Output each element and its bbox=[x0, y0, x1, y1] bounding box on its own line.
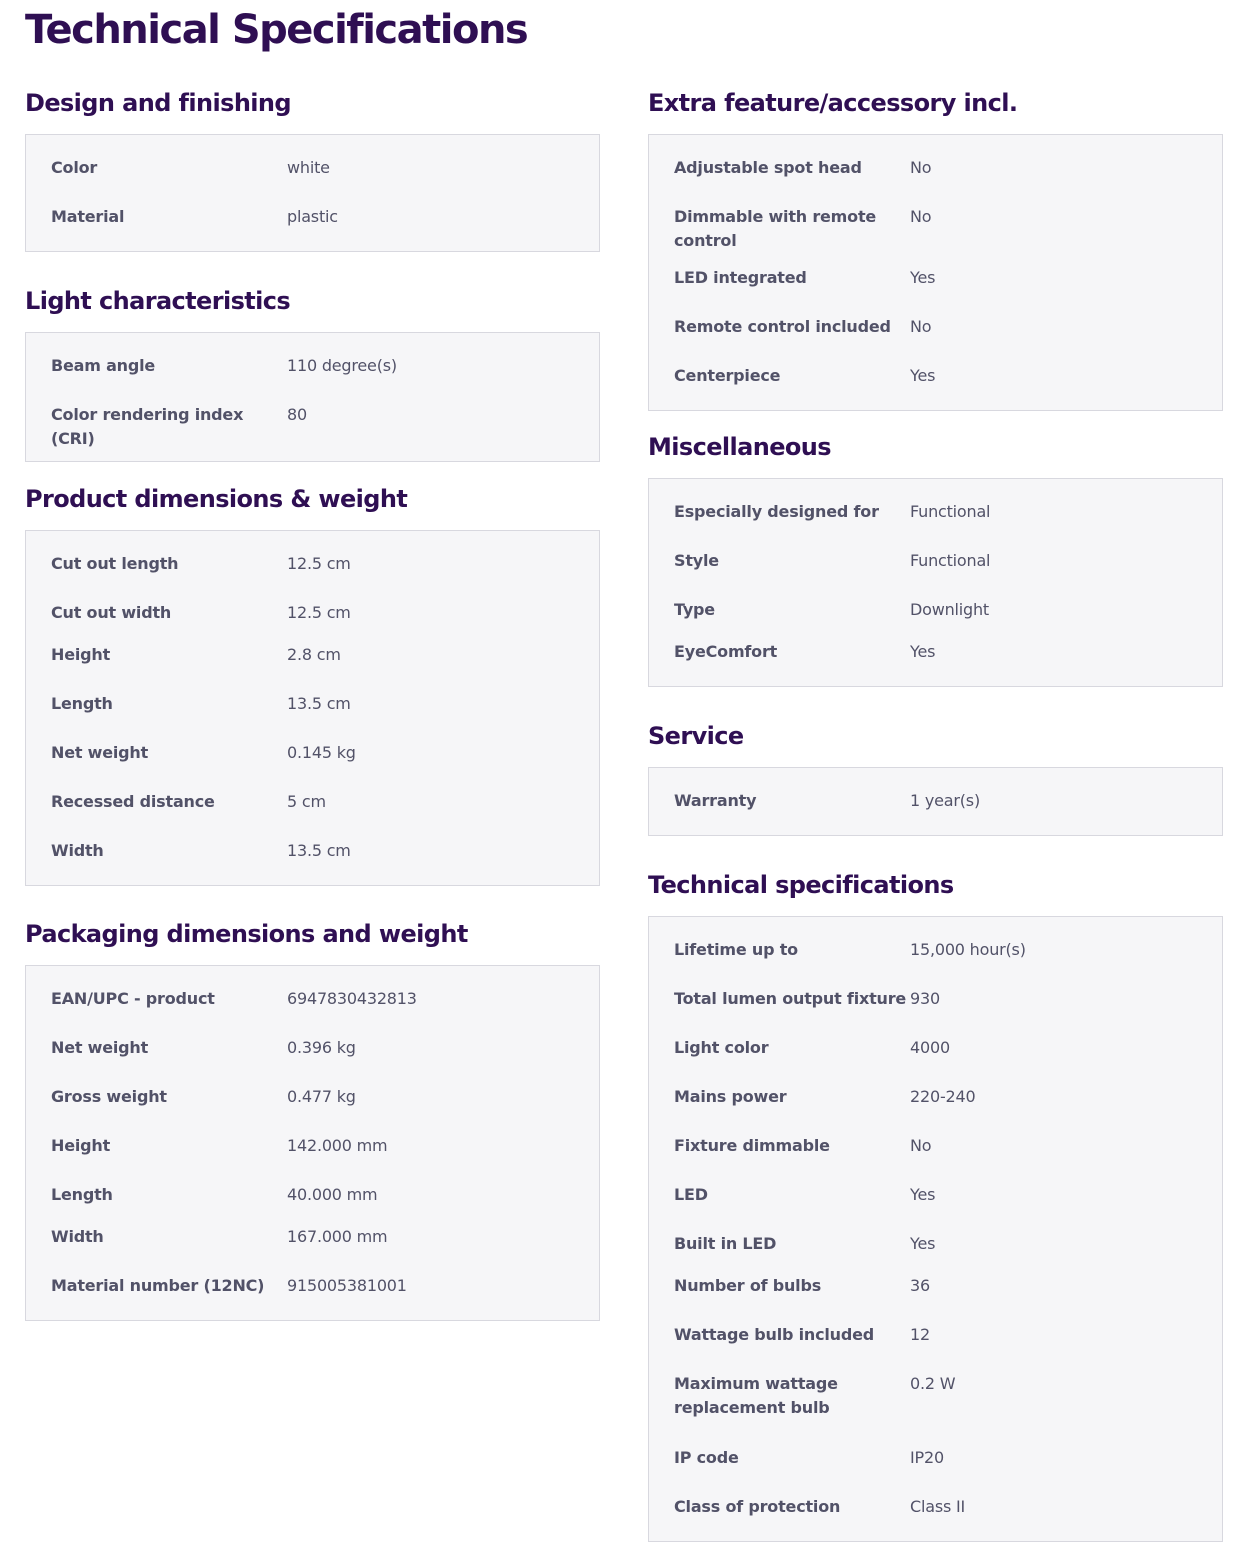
spec-row bbox=[649, 351, 1222, 400]
spec-row bbox=[26, 1212, 599, 1261]
spec-label: Width bbox=[51, 1227, 104, 1246]
spec-row bbox=[649, 925, 1222, 974]
spec-value: 930 bbox=[910, 989, 940, 1008]
miscellaneous-section bbox=[648, 430, 1223, 687]
technical-specifications-section bbox=[648, 868, 1223, 1542]
spec-box bbox=[648, 134, 1223, 411]
spec-value: No bbox=[910, 317, 932, 336]
spec-row bbox=[26, 143, 599, 192]
spec-label: Dimmable with remote control bbox=[674, 207, 877, 250]
spec-row bbox=[26, 777, 599, 826]
spec-value: 40.000 mm bbox=[287, 1185, 378, 1204]
spec-value: Class II bbox=[910, 1497, 966, 1516]
spec-row bbox=[26, 826, 599, 875]
service-section bbox=[648, 719, 1223, 836]
light-section bbox=[25, 284, 600, 462]
spec-value: No bbox=[910, 158, 932, 177]
spec-row bbox=[26, 728, 599, 777]
spec-label: Style bbox=[674, 551, 719, 570]
spec-value: 0.145 kg bbox=[287, 743, 356, 762]
spec-label: Warranty bbox=[674, 791, 757, 810]
section-title: Miscellaneous bbox=[648, 433, 831, 461]
spec-box bbox=[648, 916, 1223, 1542]
spec-row bbox=[649, 143, 1222, 192]
spec-row bbox=[26, 1121, 599, 1170]
spec-row bbox=[649, 1219, 1222, 1261]
spec-label: Length bbox=[51, 1185, 113, 1204]
spec-label: Centerpiece bbox=[674, 366, 781, 385]
spec-row bbox=[26, 341, 599, 390]
spec-row bbox=[649, 974, 1222, 1023]
spec-value: No bbox=[910, 207, 932, 226]
spec-label: Class of protection bbox=[674, 1497, 841, 1516]
spec-value: IP20 bbox=[910, 1448, 944, 1467]
spec-row bbox=[26, 588, 599, 630]
spec-value: plastic bbox=[287, 207, 338, 226]
spec-label: Wattage bulb included bbox=[674, 1325, 874, 1344]
spec-value: 0.2 W bbox=[910, 1374, 956, 1393]
spec-row bbox=[649, 192, 1222, 253]
spec-value: No bbox=[910, 1136, 932, 1155]
spec-label: Remote control included bbox=[674, 317, 891, 336]
spec-label: Height bbox=[51, 1136, 111, 1155]
spec-label: Net weight bbox=[51, 1038, 149, 1057]
spec-value: 5 cm bbox=[287, 792, 326, 811]
spec-row bbox=[26, 1170, 599, 1212]
spec-label: Width bbox=[51, 841, 104, 860]
spec-row bbox=[649, 1121, 1222, 1170]
spec-value: 12 bbox=[910, 1325, 930, 1344]
section-title: Extra feature/accessory incl. bbox=[648, 89, 1018, 117]
spec-row bbox=[649, 776, 1222, 825]
section-title: Light characteristics bbox=[25, 287, 291, 315]
spec-value: 915005381001 bbox=[287, 1276, 407, 1295]
spec-row bbox=[649, 585, 1222, 627]
spec-row bbox=[26, 1072, 599, 1121]
spec-label: Gross weight bbox=[51, 1087, 167, 1106]
spec-value: 0.477 kg bbox=[287, 1087, 356, 1106]
spec-label: Total lumen output fixture bbox=[674, 989, 907, 1008]
spec-value: Functional bbox=[910, 502, 991, 521]
spec-row bbox=[649, 1310, 1222, 1359]
spec-label: Height bbox=[51, 645, 111, 664]
spec-row bbox=[649, 627, 1222, 676]
extra-feature-section bbox=[648, 86, 1223, 411]
spec-value: Yes bbox=[910, 366, 936, 385]
spec-value: 2.8 cm bbox=[287, 645, 341, 664]
spec-row bbox=[26, 974, 599, 1023]
spec-value: 110 degree(s) bbox=[287, 356, 397, 375]
spec-value: 4000 bbox=[910, 1038, 950, 1057]
spec-box bbox=[25, 134, 600, 252]
spec-row bbox=[649, 536, 1222, 585]
spec-value: 167.000 mm bbox=[287, 1227, 388, 1246]
spec-label: Color bbox=[51, 158, 98, 177]
spec-value: Yes bbox=[910, 642, 936, 661]
spec-label: Fixture dimmable bbox=[674, 1136, 830, 1155]
spec-label: Type bbox=[674, 600, 715, 619]
section-title: Design and finishing bbox=[25, 89, 291, 117]
spec-value: 13.5 cm bbox=[287, 841, 351, 860]
spec-box bbox=[25, 530, 600, 886]
spec-label: Cut out width bbox=[51, 603, 172, 622]
spec-row bbox=[26, 679, 599, 728]
spec-label: Adjustable spot head bbox=[674, 158, 862, 177]
spec-row bbox=[26, 630, 599, 679]
spec-value: 13.5 cm bbox=[287, 694, 351, 713]
spec-row bbox=[26, 1023, 599, 1072]
spec-label: Light color bbox=[674, 1038, 769, 1057]
spec-label: Beam angle bbox=[51, 356, 156, 375]
spec-value: 12.5 cm bbox=[287, 554, 351, 573]
spec-label: Especially designed for bbox=[674, 502, 879, 521]
spec-label: Recessed distance bbox=[51, 792, 215, 811]
design-section bbox=[25, 86, 600, 252]
spec-value: 12.5 cm bbox=[287, 603, 351, 622]
spec-box bbox=[25, 965, 600, 1321]
spec-label: Mains power bbox=[674, 1087, 787, 1106]
spec-label: Number of bulbs bbox=[674, 1276, 822, 1295]
spec-label: Color rendering index (CRI) bbox=[51, 405, 244, 448]
spec-label: EyeComfort bbox=[674, 642, 778, 661]
spec-row bbox=[26, 1261, 599, 1310]
section-title: Product dimensions & weight bbox=[25, 485, 408, 513]
section-title: Service bbox=[648, 722, 744, 750]
spec-row bbox=[649, 1482, 1222, 1531]
page-title: Technical Specifications bbox=[25, 7, 528, 53]
spec-label: Material number (12NC) bbox=[51, 1276, 265, 1295]
spec-value: 220-240 bbox=[910, 1087, 976, 1106]
spec-label: IP code bbox=[674, 1448, 739, 1467]
spec-box bbox=[648, 767, 1223, 836]
spec-label: Maximum wattage replacement bulb bbox=[674, 1374, 838, 1417]
spec-row bbox=[649, 1072, 1222, 1121]
section-title: Technical specifications bbox=[648, 871, 954, 899]
packaging-section bbox=[25, 917, 600, 1321]
spec-label: LED integrated bbox=[674, 268, 807, 287]
spec-box bbox=[648, 478, 1223, 687]
spec-label: Cut out length bbox=[51, 554, 179, 573]
spec-row bbox=[649, 1170, 1222, 1219]
spec-row bbox=[26, 192, 599, 241]
spec-row bbox=[649, 1023, 1222, 1072]
spec-value: Yes bbox=[910, 268, 936, 287]
spec-label: EAN/UPC - product bbox=[51, 989, 215, 1008]
spec-value: 80 bbox=[287, 405, 307, 424]
spec-label: Net weight bbox=[51, 743, 149, 762]
product-dimensions-section bbox=[25, 482, 600, 886]
spec-value: Functional bbox=[910, 551, 991, 570]
spec-value: white bbox=[287, 158, 330, 177]
spec-value: Downlight bbox=[910, 600, 989, 619]
spec-row bbox=[649, 487, 1222, 536]
spec-row bbox=[649, 1261, 1222, 1310]
spec-value: 1 year(s) bbox=[910, 791, 980, 810]
spec-row bbox=[26, 539, 599, 588]
spec-row bbox=[649, 253, 1222, 302]
spec-row bbox=[649, 1359, 1222, 1433]
spec-value: 15,000 hour(s) bbox=[910, 940, 1026, 959]
spec-row bbox=[26, 390, 599, 451]
spec-label: Material bbox=[51, 207, 125, 226]
spec-label: LED bbox=[674, 1185, 708, 1204]
spec-value: 36 bbox=[910, 1276, 930, 1295]
spec-value: 142.000 mm bbox=[287, 1136, 388, 1155]
spec-label: Length bbox=[51, 694, 113, 713]
spec-box bbox=[25, 332, 600, 462]
spec-value: 0.396 kg bbox=[287, 1038, 356, 1057]
spec-value: 6947830432813 bbox=[287, 989, 417, 1008]
spec-value: Yes bbox=[910, 1234, 936, 1253]
spec-row bbox=[649, 1433, 1222, 1482]
section-title: Packaging dimensions and weight bbox=[25, 920, 468, 948]
spec-value: Yes bbox=[910, 1185, 936, 1204]
spec-label: Lifetime up to bbox=[674, 940, 798, 959]
spec-row bbox=[649, 302, 1222, 351]
spec-label: Built in LED bbox=[674, 1234, 777, 1253]
